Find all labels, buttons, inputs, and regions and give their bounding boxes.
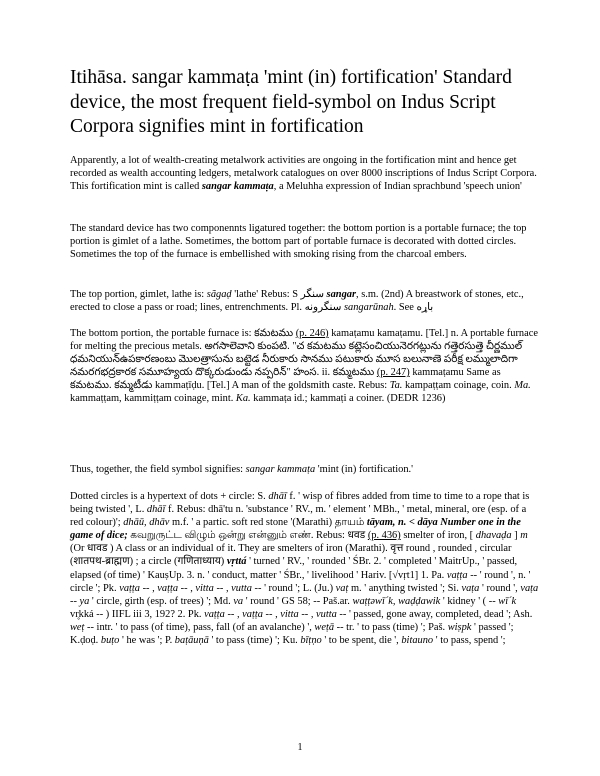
term-vat: vaṭ xyxy=(335,582,349,594)
gimlet-text-b: 'lathe' Rebus: S سنگر xyxy=(231,289,327,300)
term-vrtta: vṛttá xyxy=(226,556,247,568)
dc-w: ' he was '; P. xyxy=(119,635,175,647)
furnace-text-d: kampaṭṭam coinage, coin. xyxy=(402,380,515,392)
dc-q: ' kidney ' ( -- xyxy=(440,595,499,607)
furnace-text-a: The bottom portion, the portable furnace is: కమటము xyxy=(70,328,296,339)
page-link-246[interactable]: (p. 246) xyxy=(295,328,329,339)
dc-p: ' round ' GS 58; -- Paš.ar. xyxy=(243,595,353,607)
dc-i: ' turned ' RV., ' rounded ' ŚBr. 2. ' completed ' MaitrUp., ' passed, elapsed (of time) ' KauṣUp. 3. n. ' conduct, matter ' ŚBr., ' livelihood ' Hariv. [√vṛt1] 1. Pa. xyxy=(70,556,518,581)
term-m: m xyxy=(520,530,528,542)
dc-s: ' passed, gone away, completed, dead '; Ash. xyxy=(346,608,533,620)
dc-v: ' passed '; K.ḍoḍ. xyxy=(70,621,514,647)
lang-ma: Ma. xyxy=(514,380,531,392)
term-vataya: vaṭa -- ya xyxy=(70,582,539,607)
page-link-436[interactable]: (p. 436) xyxy=(367,530,401,542)
dc-e: கவறுருட்ட விழும் ஒன்று என்னும் எண். Rebus: धवड xyxy=(127,530,368,542)
dc-g: ] xyxy=(511,530,521,542)
lang-ta: Ta. xyxy=(389,380,403,392)
furnace-text-e: kammaṭṭam, kammiṭṭam coinage, mint. xyxy=(70,393,236,405)
furnace-paragraph xyxy=(70,327,540,406)
dc-x: ' to pass (time) '; Ku. xyxy=(208,635,301,647)
term-sangar-kammata: sangar kammaṭa xyxy=(201,181,274,193)
gimlet-text-c: , s.m. (2nd) A breastwork of stones, etc., erected to close a pass or road; lines, entrenchments. Pl. سنگرونه xyxy=(70,289,524,314)
dc-t: -- intr. ' to pass (of time), pass, fall (of an avalanche) ', xyxy=(84,621,315,633)
term-tayam: tāyam, n. < dāya Number one in the game of dice; xyxy=(70,517,521,542)
term-sangaruna: sangarūnah xyxy=(344,302,394,314)
term-bitno: bīṭṇo xyxy=(300,635,322,647)
dc-u: -- tr. ' to pass (time) '; Paš. xyxy=(334,621,448,633)
dc-z: ' to pass, spend '; xyxy=(433,635,506,647)
furnace-text-c: kammaṭamu Same as కమటము. కమ్మటీడు kammaṭīḍu. [Tel.] A man of the goldsmith caste. Rebus: xyxy=(70,367,501,392)
furnace-text-f: kammaṭa id.; kammaṭi a coiner. (DEDR 1236) xyxy=(250,393,446,405)
term-va: va xyxy=(233,595,244,607)
dc-b: f. ' wisp of fibres added from time to time to a rope that is being twisted ', L. xyxy=(70,491,530,516)
term-sangar: sangar xyxy=(326,289,356,300)
dc-y: ' to be spent, die ', xyxy=(321,635,402,647)
summary-text-a: Thus, together, the field symbol signifies: xyxy=(70,464,246,475)
page-number: 1 xyxy=(297,742,303,753)
term-dhai: dhāī xyxy=(268,491,287,502)
dc-h: (Or धावड ) A class or an individual of it. They are smelters of iron (Marathi). वृत्त round , rounded , circular (शातपथ-ब्राह्मण) ; a circle (गणिताध्याय) xyxy=(70,543,512,568)
term-wispk: wiṣpk xyxy=(447,621,472,633)
dc-j: -- ' round ', n. ' circle '; Pk. xyxy=(70,569,531,594)
term-sangar-kammata-2: sangar kammaṭa xyxy=(245,464,316,475)
summary-text-b: 'mint (in) fortification.' xyxy=(315,464,414,475)
document-title: Itihāsa. sangar kammaṭa 'mint (in) fortification' Standard device, the most frequent field-symbol on Indus Script Corpora signifies mint in fortification xyxy=(70,67,512,137)
term-weta: weṭā xyxy=(314,621,335,633)
gimlet-paragraph xyxy=(70,288,540,314)
term-bitauno: bitauno xyxy=(401,635,434,647)
term-dhai-2: dhāī xyxy=(146,504,166,516)
term-wik: wī´k xyxy=(498,595,517,607)
dotted-circles-paragraph xyxy=(70,490,540,647)
summary-paragraph xyxy=(70,463,540,476)
furnace-text-b: kamaṭamu kamaṭamu. [Tel.] n. A portable furnace for melting the precious metals. అగసాలెవాని కుంపటి. "చ కమటము కట్లెసంచియునెరగట్లును గత్తెరసుత్తె చీర్ణముల్ ధమనియున్ఉపకారణంబు మొలత్రాసును బట్టెడ నీరుకారు సానము పటుకారు మూస బలునాణె పరీక్ష లమ్ములాదిగా నమరగభద్రకారక సమూహ్యయ దొక్కరుడుండు నప్పరిన్" హంస. ii. కమ్మటము xyxy=(70,328,538,379)
dc-r: vr̥kká -- ) IIFL iii 3, 192? 2. Pk. xyxy=(70,608,205,620)
dc-n: ' round ', xyxy=(479,582,521,594)
lang-ka: Ka. xyxy=(235,393,251,405)
term-vata: vaṭa xyxy=(461,582,480,594)
term-vatta-2: vaṭṭa -- , vaṭṭa -- xyxy=(119,582,188,594)
dc-o: ' circle, girth (esp. of trees) '; Md. xyxy=(89,595,234,607)
intro-tail: , a Meluhha expression of Indian sprachbund 'speech union' xyxy=(273,181,522,193)
dc-c: f. Rebus: dhā'tu n. 'substance ' RV., m. ' element ' MBh., ' metal, mineral, ore (esp. of a red colour)'; xyxy=(70,504,527,529)
gimlet-text-d: . See باړه xyxy=(393,302,434,314)
term-vatta: vaṭṭa xyxy=(446,569,468,581)
dc-l: ' round '; L. (Ju.) xyxy=(261,582,336,594)
gimlet-text-a: The top portion, gimlet, lathe is: xyxy=(70,289,207,300)
dc-m: m. ' anything twisted '; Si. xyxy=(348,582,462,594)
term-wet: weṭ xyxy=(70,621,85,633)
intro-text: Apparently, a lot of wealth-creating metalwork activities are ongoing in the fortification mint and hence get recorded as wealth accounting ledgers, metalwork catalogues on over 8000 inscriptions of Indus Script Corpora. This fortification mint is called xyxy=(70,155,537,193)
dc-f: smelter of iron, [ xyxy=(400,530,476,542)
device-paragraph: The standard device has two componennts ligatured together: the bottom portion is a portable furnace; the top portion is gimlet of a lathe. Sometimes, the bottom part of portable furnace is decorated with dotted circles. Sometimes the top of the furnace is embellished with smoking rising from the charcoal embers. xyxy=(70,223,527,261)
term-vatta-3: vaṭṭa -- , vaṭṭa -- , vitta -- , vutta -- xyxy=(204,608,347,620)
term-dhau: dhāū, dhāv xyxy=(123,517,170,529)
page-link-247[interactable]: (p. 247) xyxy=(376,367,410,379)
dc-k: , xyxy=(187,582,196,594)
dc-d: m.f. ' a partic. soft red stone '(Marathi) தாயம் xyxy=(169,517,367,529)
term-sagad: sãgaḍ xyxy=(206,289,232,300)
term-buto: buṭo xyxy=(100,635,120,647)
intro-paragraph xyxy=(70,154,540,193)
dc-a: Dotted circles is a hypertext of dots + circle: S. xyxy=(70,491,269,502)
term-dhavada: dhavaḍa xyxy=(475,530,512,542)
term-batauna: baṭāuṇā xyxy=(174,635,209,647)
term-wattawik: waṭṭəwī´k, waḍḍawik xyxy=(352,595,441,607)
term-vitta: vitta -- , vutta -- xyxy=(195,582,262,594)
